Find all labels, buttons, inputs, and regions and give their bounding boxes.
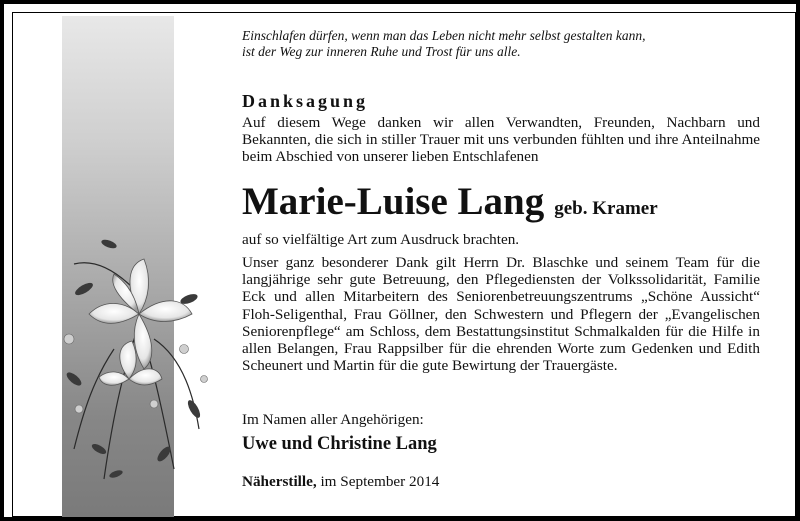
deceased-name: Marie-Luise Lang (242, 180, 545, 223)
deceased-name-row (242, 180, 658, 224)
lily-flower-bouquet-icon (44, 229, 224, 489)
heading-danksagung: Danksagung (242, 91, 369, 111)
date: im September 2014 (320, 473, 440, 490)
closing-line: Im Namen aller Angehörigen: (242, 411, 424, 428)
notice-text (242, 28, 760, 490)
thanks-paragraph: Unser ganz besonderer Dank gilt Herrn Dr. Blaschke und seinem Team für die langjährige sehr gute Betreuung, den Pflegediensten der Volkssolidarität, Familie Eck und allen Mitarbeitern des Seniorenbetreuungszentrums „Schöne Aussicht“ Floh-Seligenthal, Frau Göllner, den Schwestern und Pflegern der „Evangelischen Seniorenpflege“ am Schloss, dem Bestattungsinstitut Schmalkalden für die Hilfe in allen Belangen, Frau Rappsilber für die ehrenden Worte zum Gedenken und Edith Scheunert und Martin für die gute Bewirtung der Trauergäste. (242, 254, 760, 375)
motto-quote (242, 28, 760, 60)
after-name-line: auf so vielfältige Art zum Ausdruck brachten. (242, 231, 520, 248)
motto-line-1: Einschlafen dürfen, wenn man das Leben nicht mehr selbst gestalten kann, (242, 28, 646, 43)
maiden-name: geb. Kramer (554, 198, 658, 219)
motto-line-2: ist der Weg zur inneren Ruhe und Trost für uns alle. (242, 44, 521, 59)
signers: Uwe und Christine Lang (242, 434, 437, 454)
place: Näherstille, (242, 473, 317, 490)
intro-paragraph: Auf diesem Wege danken wir allen Verwandten, Freunden, Nachbarn und Bekannten, die sich in stiller Trauer mit uns verbunden fühlten und ihre Anteilnahme beim Abschied von unserer lieben Entschlafenen (242, 114, 760, 166)
place-date (242, 473, 439, 491)
